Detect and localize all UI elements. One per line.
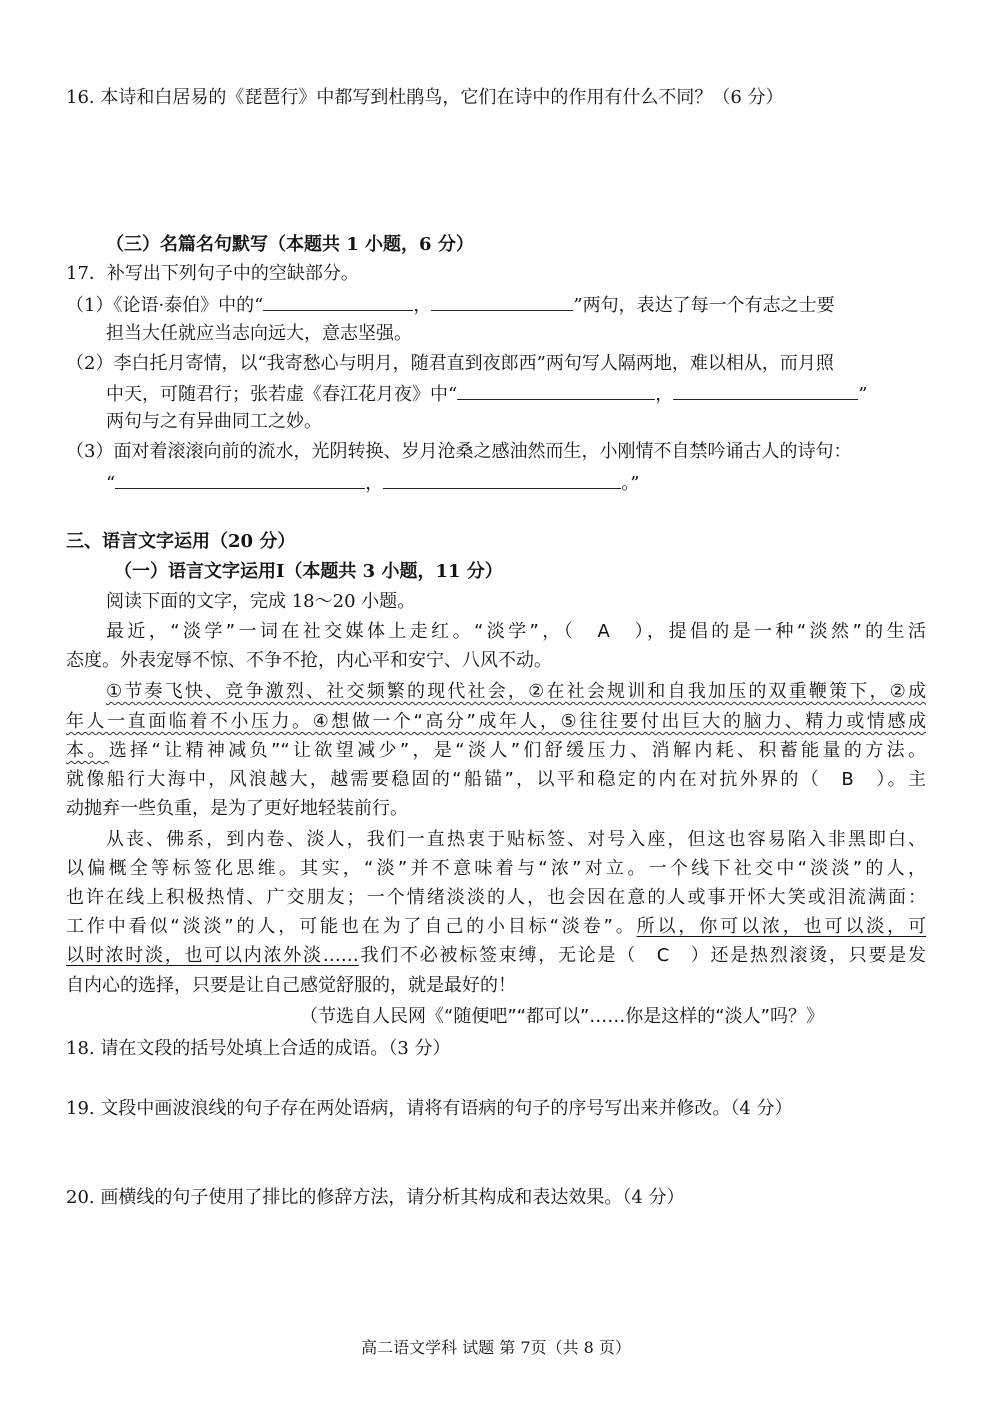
comma: ， bbox=[365, 473, 384, 494]
page-footer: 高二语文学科 试题 第 7页（共 8 页） bbox=[361, 1338, 631, 1357]
passage-p3-line6: 自内心的选择，只要是让自己感觉舒服的，就是最好的！ bbox=[66, 975, 516, 996]
passage-p3-line5 bbox=[66, 944, 926, 968]
answer-blank-5[interactable] bbox=[115, 470, 365, 489]
answer-blank-1[interactable] bbox=[263, 292, 413, 311]
passage-p2-line5: 动抛弃一些负重，是为了更好地轻装前行。 bbox=[66, 798, 408, 819]
comma: ， bbox=[413, 295, 432, 316]
end-quote: 。” bbox=[621, 473, 640, 494]
question-18: 18. 请在文段的括号处填上合适的成语。（3 分） bbox=[66, 1038, 451, 1059]
q17-item2-line1: （2）李白托月寄情，以“我寄愁心与明月，随君直到夜郎西”两句写人隔两地，难以相从，而月照 bbox=[66, 353, 834, 374]
answer-blank-6[interactable] bbox=[383, 470, 621, 489]
question-16: 16. 本诗和白居易的《琵琶行》中都写到杜鹃鸟，它们在诗中的作用有什么不同？（6 分） bbox=[66, 87, 784, 108]
wavy-sentence-part3: 本。 bbox=[66, 740, 109, 761]
passage-p2-line4: 就像船行大海中，风浪越大，越需要稳固的“船锚”，以平和稳定的内在对抗外界的（ B ）。主 bbox=[66, 769, 926, 790]
q17-item2-line3: 两句与之有异曲同工之妙。 bbox=[106, 411, 322, 432]
q17-item3-line2 bbox=[106, 470, 639, 496]
passage-p3-line4 bbox=[66, 915, 926, 939]
q17-item2-prefix: 中天，可随君行；张若虚《春江花月夜》中“ bbox=[106, 384, 458, 405]
wavy-sentence-part2: 年人一直面临着不小压力。④想做一个“高分”成年人，⑤往往要付出巨大的脑力、精力或情感成 bbox=[66, 711, 926, 732]
comma: ， bbox=[655, 384, 674, 405]
question-17-stem: 17．补写出下列句子中的空缺部分。 bbox=[66, 263, 359, 284]
q17-item3-line1: （3）面对着滚滚向前的流水，光阴转换、岁月沧桑之感油然而生，小刚情不自禁吟诵古人的诗句： bbox=[66, 441, 852, 462]
q17-item1-suffix: ”两句，表达了每一个有志之士要 bbox=[573, 295, 835, 316]
open-quote: “ bbox=[106, 473, 116, 494]
passage-p1-line1: 最近，“淡学”一词在社交媒体上走红。“淡学”，（ A ），提倡的是一种“淡然”的生活 bbox=[106, 621, 926, 642]
part-three-heading: 三、语言文字运用（20 分） bbox=[66, 531, 296, 552]
underlined-parallelism-part2: 以时浓时淡，也可以内浓外淡…… bbox=[66, 945, 359, 966]
underlined-parallelism-part1: 所以，你可以浓，也可以淡，可 bbox=[636, 916, 926, 937]
passage-p3-line2: 以偏概全等标签化思维。其实，“淡”并不意味着与“浓”对立。一个线下社交中“淡淡”的人， bbox=[66, 858, 926, 879]
passage-source: （节选自人民网《“随便吧”“都可以”……你是这样的“淡人”吗？》 bbox=[300, 1006, 824, 1027]
q17-item1-line2: 担当大任就应当志向远大，意志坚强。 bbox=[106, 323, 412, 344]
answer-blank-3[interactable] bbox=[457, 381, 655, 400]
passage-p2-line1 bbox=[106, 680, 926, 704]
passage-p3-line3: 也许在线上积极热情、广交朋友；一个情绪淡淡的人，也会因在意的人或事开怀大笑或泪流满面： bbox=[66, 887, 926, 908]
wavy-sentence-part1: ①节奏飞快、竞争激烈、社交频繁的现代社会，②在社会规训和自我加压的双重鞭策下，②成 bbox=[106, 681, 926, 702]
q17-item2-line2 bbox=[106, 381, 867, 407]
passage-p3-line4-start: 工作中看似“淡淡”的人，可能也在为了自己的小目标“淡卷”。 bbox=[66, 916, 637, 937]
passage-p3-line1: 从丧、佛系，到内卷、淡人，我们一直热衷于贴标签、对号入座，但这也容易陷入非黑即白、 bbox=[106, 829, 926, 850]
q17-item1-line1 bbox=[66, 292, 835, 318]
sub-section-heading: （一）语言文字运用Ⅰ（本题共 3 小题，11 分） bbox=[114, 561, 503, 582]
passage-p2-line3-rest: 选择“让精神减负”“让欲望减少”，是“淡人”们舒缓压力、消解内耗、积蓄能量的方法。 bbox=[108, 740, 926, 761]
answer-blank-2[interactable] bbox=[431, 292, 573, 311]
question-20: 20. 画横线的句子使用了排比的修辞方法，请分析其构成和表达效果。（4 分） bbox=[66, 1187, 685, 1208]
reading-instruction: 阅读下面的文字，完成 18～20 小题。 bbox=[106, 591, 416, 612]
section-heading-mingpian: （三）名篇名句默写（本题共 1 小题，6 分） bbox=[106, 234, 474, 255]
answer-blank-4[interactable] bbox=[673, 381, 858, 400]
passage-p1-line2: 态度。外表宠辱不惊、不争不抢，内心平和安宁、八风不动。 bbox=[66, 650, 552, 671]
question-19: 19. 文段中画波浪线的句子存在两处语病，请将有语病的句子的序号写出来并修改。（4 分） bbox=[66, 1098, 793, 1119]
passage-p2-line3 bbox=[66, 739, 926, 763]
q17-item1-prefix: （1）《论语·泰伯》中的“ bbox=[66, 295, 264, 316]
passage-p3-line5-rest: 我们不必被标签束缚，无论是（ C ）还是热烈滚烫，只要是发 bbox=[358, 945, 926, 966]
passage-p2-line2 bbox=[66, 710, 926, 734]
close-quote: ” bbox=[858, 384, 868, 405]
